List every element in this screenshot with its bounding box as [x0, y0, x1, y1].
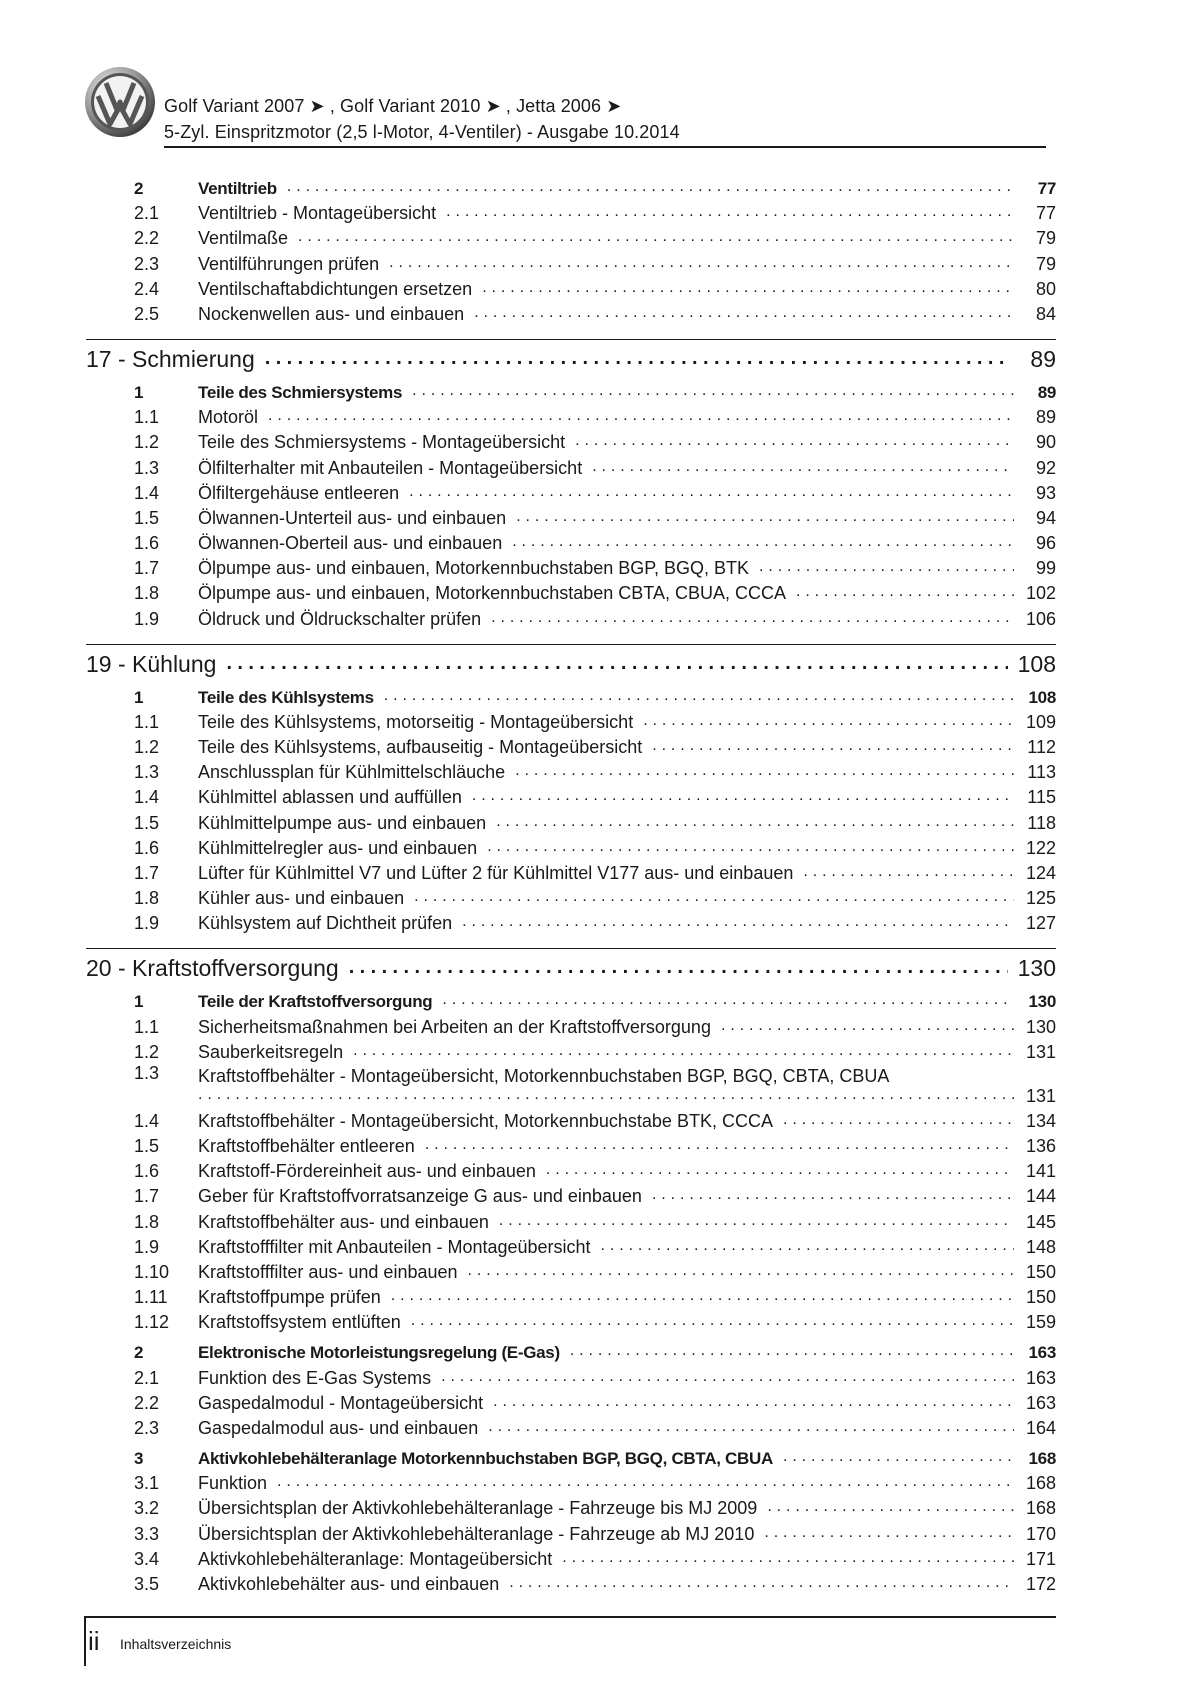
toc-page-number: 141: [1025, 1161, 1056, 1182]
toc-dot-leader: [268, 408, 1014, 424]
toc-page-number: 168: [1025, 1473, 1056, 1494]
toc-entry[interactable]: [86, 733, 1056, 758]
toc-entry-title: Übersichtsplan der Aktivkohlebehälteranlage - Fahrzeuge bis MJ 2009: [198, 1498, 758, 1519]
toc-entry-number: 1.4: [134, 482, 160, 503]
toc-entry-number: 2.3: [134, 253, 160, 274]
toc-page-number: 163: [1028, 1343, 1056, 1363]
toc-dot-leader: [783, 1112, 1014, 1128]
toc-dot-leader: [493, 1394, 1014, 1410]
toc-dot-leader: [353, 1043, 1014, 1059]
toc-entry-number: 1.5: [134, 1136, 160, 1157]
toc-entry[interactable]: [86, 249, 1056, 274]
toc-page-number: 79: [1035, 253, 1056, 274]
toc-dot-leader: [509, 1575, 1014, 1591]
toc-dot-leader: [482, 280, 1014, 296]
toc-entry-title: Lüfter für Kühlmittel V7 und Lüfter 2 für Kühlmittel V177 aus- und einbauen: [198, 862, 794, 883]
toc-section[interactable]: [86, 174, 1056, 199]
toc-entry-title: Kühlmittelregler aus- und einbauen: [198, 837, 478, 858]
toc-page-number: 108: [1017, 650, 1056, 677]
toc-entry-number: 1.9: [134, 1236, 160, 1257]
toc-dot-leader: [652, 1187, 1014, 1203]
toc-dot-leader: [414, 889, 1014, 905]
toc-entry[interactable]: [86, 1012, 1056, 1037]
toc-entry-title: Kraftstoffbehälter - Montageübersicht, Motorkennbuchstabe BTK, CCCA: [198, 1110, 773, 1131]
toc-dot-leader: [425, 1137, 1014, 1153]
toc-entry[interactable]: [86, 1494, 1056, 1519]
toc-page-number: 89: [1030, 345, 1056, 372]
toc-entry[interactable]: [86, 1233, 1056, 1258]
toc-entry[interactable]: [86, 224, 1056, 249]
toc-entry-title: Anschlussplan für Kühlmittelschläuche: [198, 762, 506, 783]
toc-dot-leader: [391, 1288, 1014, 1304]
toc-entry[interactable]: [86, 453, 1056, 478]
toc-dot-leader: [759, 559, 1014, 575]
toc-chapter[interactable]: [86, 644, 1056, 678]
toc-section[interactable]: [86, 987, 1056, 1012]
toc-page-number: 125: [1025, 888, 1056, 909]
toc-entry-number: 1.3: [134, 457, 160, 478]
toc-entry-number: 1.1: [134, 407, 160, 428]
toc-entry-title: Übersichtsplan der Aktivkohlebehälteranlage - Fahrzeuge ab MJ 2010: [198, 1523, 755, 1544]
toc-entry-title: Funktion des E-Gas Systems: [198, 1367, 432, 1388]
toc-page-number: 163: [1025, 1367, 1056, 1388]
toc-entry-title: 19 - Kühlung: [86, 650, 217, 677]
toc-entry-number: 1: [134, 992, 144, 1012]
toc-dot-leader: [349, 957, 1008, 977]
toc-entry-number: 2.2: [134, 228, 160, 249]
toc-dot-leader: [764, 1525, 1014, 1541]
toc-section[interactable]: [86, 1444, 1056, 1469]
toc-entry-number: 1.1: [134, 711, 160, 732]
toc-dot-leader: [412, 383, 1014, 399]
toc-entry[interactable]: [86, 1063, 1056, 1107]
toc-page-number: 77: [1035, 203, 1056, 224]
toc-entry-title: Funktion: [198, 1473, 268, 1494]
toc-dot-leader: [562, 1550, 1014, 1566]
toc-entry-number: 1: [134, 687, 144, 707]
toc-entry[interactable]: [86, 1283, 1056, 1308]
toc-entry-number: 2.1: [134, 203, 160, 224]
toc-page-number: 148: [1025, 1236, 1056, 1257]
toc-entry-title: Ventiltrieb: [198, 179, 277, 198]
toc-entry-number: 2.5: [134, 303, 160, 324]
toc-dot-leader: [384, 688, 1014, 704]
toc-chapter[interactable]: [86, 948, 1056, 982]
toc-entry[interactable]: [86, 300, 1056, 325]
toc-dot-leader: [446, 204, 1014, 220]
toc-entry-title: Kraftstoff-Fördereinheit aus- und einbauen: [198, 1161, 536, 1182]
toc-page-number: 112: [1027, 737, 1056, 757]
toc-entry[interactable]: [86, 859, 1056, 884]
toc-entry[interactable]: [86, 909, 1056, 934]
toc-entry-number: 1: [134, 382, 144, 402]
toc-page-number: 170: [1025, 1523, 1056, 1544]
toc-entry[interactable]: [86, 758, 1056, 783]
toc-entry[interactable]: [86, 1038, 1056, 1063]
toc-entry[interactable]: [86, 529, 1056, 554]
toc-dot-leader: [488, 1419, 1014, 1435]
footer-label: Inhaltsverzeichnis: [120, 1636, 232, 1652]
toc-dot-leader: [487, 839, 1014, 855]
toc-page-number: 171: [1025, 1548, 1056, 1569]
toc-page-number: 109: [1025, 711, 1056, 732]
toc-dot-leader: [462, 914, 1014, 930]
toc-dot-leader: [226, 653, 1008, 673]
toc-entry-title: 20 - Kraftstoffversorgung: [86, 955, 339, 982]
toc-entry-number: 1.6: [134, 837, 160, 858]
toc-entry-title: Kühlmittelpumpe aus- und einbauen: [198, 812, 487, 833]
toc-entry-title: Kühlmittel ablassen und auffüllen: [198, 787, 462, 808]
toc-page-number: 99: [1035, 558, 1056, 579]
toc-entry-number: 1.7: [134, 1186, 160, 1207]
toc-entry-number: 2: [134, 179, 144, 198]
toc-dot-leader: [499, 1213, 1014, 1229]
toc-entry[interactable]: [86, 1414, 1056, 1439]
toc-entry-title: Teile des Kühlsystems: [198, 687, 374, 707]
toc-dot-leader: [287, 179, 1014, 195]
toc-dot-leader: [546, 1162, 1014, 1178]
toc-entry-number: 3.2: [134, 1498, 160, 1519]
toc-dot-leader: [515, 763, 1014, 779]
toc-page-number: 89: [1037, 382, 1056, 402]
toc-page-number: 172: [1025, 1573, 1056, 1594]
toc-page-number: 124: [1025, 862, 1056, 883]
toc-entry[interactable]: [86, 1258, 1056, 1283]
toc-dot-leader: [491, 610, 1014, 626]
toc-entry[interactable]: [86, 708, 1056, 733]
toc-page-number: 130: [1028, 992, 1056, 1012]
toc-dot-leader: [474, 305, 1014, 321]
toc-dot-leader: [783, 1449, 1014, 1465]
toc-entry-number: 3.4: [134, 1548, 160, 1569]
toc-page-number: 96: [1035, 533, 1056, 554]
toc-page-number: 118: [1027, 812, 1056, 833]
toc-page-number: 108: [1028, 687, 1056, 707]
toc-entry-title: Elektronische Motorleistungsregelung (E-Gas): [198, 1343, 560, 1363]
toc-entry-number: 3: [134, 1448, 144, 1468]
toc-dot-leader: [601, 1238, 1014, 1254]
toc-page-number: 131: [1025, 1041, 1056, 1062]
toc-page-number: 90: [1035, 432, 1056, 453]
toc-page-number: 150: [1025, 1287, 1056, 1308]
toc-entry-number: 3.3: [134, 1523, 160, 1544]
toc-entry-title: Kraftstoffpumpe prüfen: [198, 1287, 381, 1308]
toc-dot-leader: [442, 992, 1014, 1008]
toc-entry-title: Sicherheitsmaßnahmen bei Arbeiten an der Kraftstoffversorgung: [198, 1016, 711, 1037]
toc-entry-title: Kraftstoffbehälter - Montageübersicht, Motorkennbuchstaben BGP, BGQ, CBTA, CBUA: [198, 1065, 890, 1086]
toc-page-number: 92: [1035, 457, 1056, 478]
toc-page-number: 115: [1027, 787, 1056, 808]
toc-entry[interactable]: [86, 1207, 1056, 1232]
toc-dot-leader: [512, 534, 1014, 550]
toc-entry-title: Ventilführungen prüfen: [198, 253, 380, 274]
toc-entry-title: Teile des Kühlsystems, motorseitig - Montageübersicht: [198, 711, 634, 732]
toc-entry-title: Teile der Kraftstoffversorgung: [198, 992, 433, 1012]
toc-page-number: 77: [1037, 179, 1056, 198]
toc-entry-number: 1.4: [134, 1110, 160, 1131]
toc-entry[interactable]: [86, 275, 1056, 300]
toc-dot-leader: [441, 1369, 1014, 1385]
toc-entry-number: 1.12: [134, 1312, 170, 1333]
toc-section[interactable]: [86, 683, 1056, 708]
toc-entry-title: Aktivkohlebehälteranlage: Montageübersicht: [198, 1548, 553, 1569]
toc-page-number: 168: [1028, 1448, 1056, 1468]
toc-entry-number: 1.6: [134, 533, 160, 554]
header-engine-edition: 5-Zyl. Einspritzmotor (2,5 l-Motor, 4-Ventiler) - Ausgabe 10.2014: [164, 122, 680, 142]
toc-entry[interactable]: [86, 783, 1056, 808]
toc-dot-leader: [516, 509, 1014, 525]
toc-entry-title: Ölpumpe aus- und einbauen, Motorkennbuchstaben BGP, BGQ, BTK: [198, 558, 749, 579]
toc-chapter[interactable]: [86, 339, 1056, 373]
footer-rule-vertical: [84, 1616, 86, 1666]
toc-entry-title: Kraftstoffbehälter aus- und einbauen: [198, 1211, 489, 1232]
toc-entry-title: Kühlsystem auf Dichtheit prüfen: [198, 913, 453, 934]
toc-entry-title: Motoröl: [198, 407, 259, 428]
toc-entry[interactable]: [86, 1182, 1056, 1207]
toc-entry-number: 1.3: [134, 762, 160, 783]
toc-entry-number: 1.1: [134, 1016, 160, 1037]
toc-entry-number: 2.4: [134, 278, 160, 299]
toc-entry-number: 1.9: [134, 913, 160, 934]
toc-entry-number: 2.1: [134, 1367, 160, 1388]
toc-page-number: 164: [1025, 1417, 1056, 1438]
toc-entry-title: Teile des Schmiersystems: [198, 382, 403, 402]
toc-dot-leader: [643, 713, 1014, 729]
toc-page-number: 131: [1025, 1085, 1056, 1106]
toc-entry[interactable]: [86, 1545, 1056, 1570]
toc-entry[interactable]: [86, 428, 1056, 453]
toc-dot-leader: [411, 1313, 1014, 1329]
toc-entry-title: Ventilschaftabdichtungen ersetzen: [198, 278, 473, 299]
toc-entry[interactable]: [86, 1519, 1056, 1544]
toc-entry-title: Kraftstoffbehälter entleeren: [198, 1136, 415, 1157]
toc-entry[interactable]: [86, 199, 1056, 224]
toc-entry[interactable]: [86, 403, 1056, 428]
toc-entry[interactable]: [86, 604, 1056, 629]
toc-entry-title: Ölfiltergehäuse entleeren: [198, 482, 400, 503]
toc-entry-number: 1.8: [134, 888, 160, 909]
toc-entry[interactable]: [86, 479, 1056, 504]
toc-entry[interactable]: [86, 1469, 1056, 1494]
toc-entry[interactable]: [86, 834, 1056, 859]
toc-dot-leader: [389, 255, 1014, 271]
toc-dot-leader: [767, 1499, 1014, 1515]
toc-entry-number: 1.7: [134, 862, 160, 883]
toc-entry-title: Kraftstoffsystem entlüften: [198, 1312, 401, 1333]
toc-page-number: 80: [1035, 278, 1056, 299]
toc-dot-leader: [409, 484, 1014, 500]
toc-page-number: 79: [1035, 228, 1056, 249]
footer-page-number: ii: [88, 1626, 100, 1656]
toc-page-number: 150: [1025, 1262, 1056, 1282]
toc-page-number: 102: [1025, 583, 1056, 604]
toc-dot-leader: [592, 459, 1014, 475]
toc-entry-title: Gaspedalmodul - Montageübersicht: [198, 1392, 484, 1413]
toc-dot-leader: [796, 584, 1014, 600]
toc-entry-title: Ölwannen-Oberteil aus- und einbauen: [198, 533, 503, 554]
toc-entry-number: 1.5: [134, 507, 160, 528]
toc-dot-leader: [198, 1087, 1014, 1103]
table-of-contents: [86, 174, 1056, 1595]
toc-entry-number: 1.4: [134, 787, 160, 808]
toc-dot-leader: [575, 433, 1014, 449]
toc-entry[interactable]: [86, 1107, 1056, 1132]
toc-dot-leader: [468, 1263, 1014, 1279]
toc-page-number: 127: [1025, 913, 1056, 934]
toc-entry[interactable]: [86, 1157, 1056, 1182]
toc-entry-number: 2.3: [134, 1417, 160, 1438]
toc-entry[interactable]: [86, 808, 1056, 833]
toc-page-number: 144: [1025, 1186, 1056, 1207]
toc-entry-number: 1.3: [134, 1062, 160, 1083]
toc-entry-title: Ventiltrieb - Montageübersicht: [198, 203, 437, 224]
toc-dot-leader: [472, 788, 1014, 804]
toc-page-number: 136: [1025, 1136, 1056, 1157]
toc-entry[interactable]: [86, 579, 1056, 604]
toc-entry[interactable]: [86, 1389, 1056, 1414]
toc-entry-title: Gaspedalmodul aus- und einbauen: [198, 1417, 479, 1438]
toc-entry[interactable]: [86, 504, 1056, 529]
toc-page-number: 122: [1025, 837, 1056, 858]
toc-entry-title: Kühler aus- und einbauen: [198, 888, 405, 909]
toc-entry-number: 1.6: [134, 1161, 160, 1182]
toc-entry-title: Kraftstofffilter mit Anbauteilen - Montageübersicht: [198, 1236, 591, 1257]
toc-dot-leader: [265, 348, 1008, 368]
toc-dot-leader: [298, 229, 1014, 245]
toc-dot-leader: [496, 814, 1014, 830]
toc-entry-number: 3.5: [134, 1573, 160, 1594]
toc-dot-leader: [803, 864, 1014, 880]
toc-entry-title: 17 - Schmierung: [86, 345, 255, 372]
toc-page-number: 113: [1027, 762, 1056, 783]
toc-entry[interactable]: [86, 1363, 1056, 1388]
toc-page-number: 94: [1035, 507, 1056, 528]
header-rule: [164, 146, 1046, 148]
toc-entry[interactable]: [86, 1132, 1056, 1157]
toc-page-number: 134: [1025, 1110, 1056, 1131]
toc-entry[interactable]: [86, 1570, 1056, 1595]
toc-entry-number: 1.9: [134, 608, 160, 629]
toc-entry-title: Teile des Kühlsystems, aufbauseitig - Montageübersicht: [198, 737, 643, 757]
toc-entry-number: 2.2: [134, 1392, 160, 1413]
toc-entry-title: Öldruck und Öldruckschalter prüfen: [198, 608, 482, 629]
header-vehicle-models: Golf Variant 2007 ➤ , Golf Variant 2010 ➤ , Jetta 2006 ➤: [164, 96, 622, 116]
toc-entry[interactable]: [86, 884, 1056, 909]
toc-page-number: 130: [1025, 1016, 1056, 1037]
toc-entry-number: 1.8: [134, 1211, 160, 1232]
toc-entry-number: 1.5: [134, 812, 160, 833]
toc-entry-number: 1.2: [134, 1041, 160, 1062]
toc-entry[interactable]: [86, 1308, 1056, 1333]
toc-entry-title: Aktivkohlebehälteranlage Motorkennbuchstaben BGP, BGQ, CBTA, CBUA: [198, 1448, 773, 1468]
toc-entry-number: 1.2: [134, 432, 160, 453]
toc-section[interactable]: [86, 378, 1056, 403]
toc-entry-title: Sauberkeitsregeln: [198, 1041, 344, 1062]
toc-entry-number: 2: [134, 1343, 144, 1363]
toc-entry-number: 1.2: [134, 737, 160, 757]
toc-entry-title: Ölwannen-Unterteil aus- und einbauen: [198, 507, 507, 528]
toc-entry-title: Aktivkohlebehälter aus- und einbauen: [198, 1573, 500, 1594]
toc-page-number: 84: [1035, 303, 1056, 324]
toc-entry-title: Kraftstofffilter aus- und einbauen: [198, 1262, 458, 1282]
toc-entry-title: Geber für Kraftstoffvorratsanzeige G aus- und einbauen: [198, 1186, 642, 1207]
toc-dot-leader: [277, 1474, 1014, 1490]
toc-entry-title: Teile des Schmiersystems - Montageübersicht: [198, 432, 566, 453]
toc-entry-title: Ölfilterhalter mit Anbauteilen - Montageübersicht: [198, 457, 583, 478]
toc-dot-leader: [652, 738, 1014, 754]
toc-dot-leader: [721, 1018, 1014, 1034]
toc-page-number: 168: [1025, 1498, 1056, 1519]
toc-entry-title: Ventilmaße: [198, 228, 289, 249]
toc-page-number: 89: [1035, 407, 1056, 428]
footer-rule: [84, 1616, 1056, 1618]
toc-page-number: 93: [1035, 482, 1056, 503]
toc-page-number: 145: [1025, 1211, 1056, 1232]
toc-entry-number: 1.7: [134, 558, 160, 579]
toc-dot-leader: [570, 1343, 1014, 1359]
toc-section[interactable]: [86, 1338, 1056, 1363]
toc-entry-title: Ölpumpe aus- und einbauen, Motorkennbuchstaben CBTA, CBUA, CCCA: [198, 583, 786, 604]
vw-logo-icon: [84, 66, 156, 138]
toc-entry-title: Nockenwellen aus- und einbauen: [198, 303, 465, 324]
toc-page-number: 163: [1025, 1392, 1056, 1413]
toc-page-number: 106: [1025, 608, 1056, 629]
toc-entry[interactable]: [86, 554, 1056, 579]
toc-page-number: 159: [1025, 1312, 1056, 1333]
toc-entry-number: 1.10: [134, 1262, 170, 1282]
toc-entry-number: 3.1: [134, 1473, 160, 1494]
toc-page-number: 130: [1017, 955, 1056, 982]
toc-entry-number: 1.11: [134, 1287, 168, 1308]
page-header: [84, 66, 1056, 142]
toc-entry-number: 1.8: [134, 583, 160, 604]
